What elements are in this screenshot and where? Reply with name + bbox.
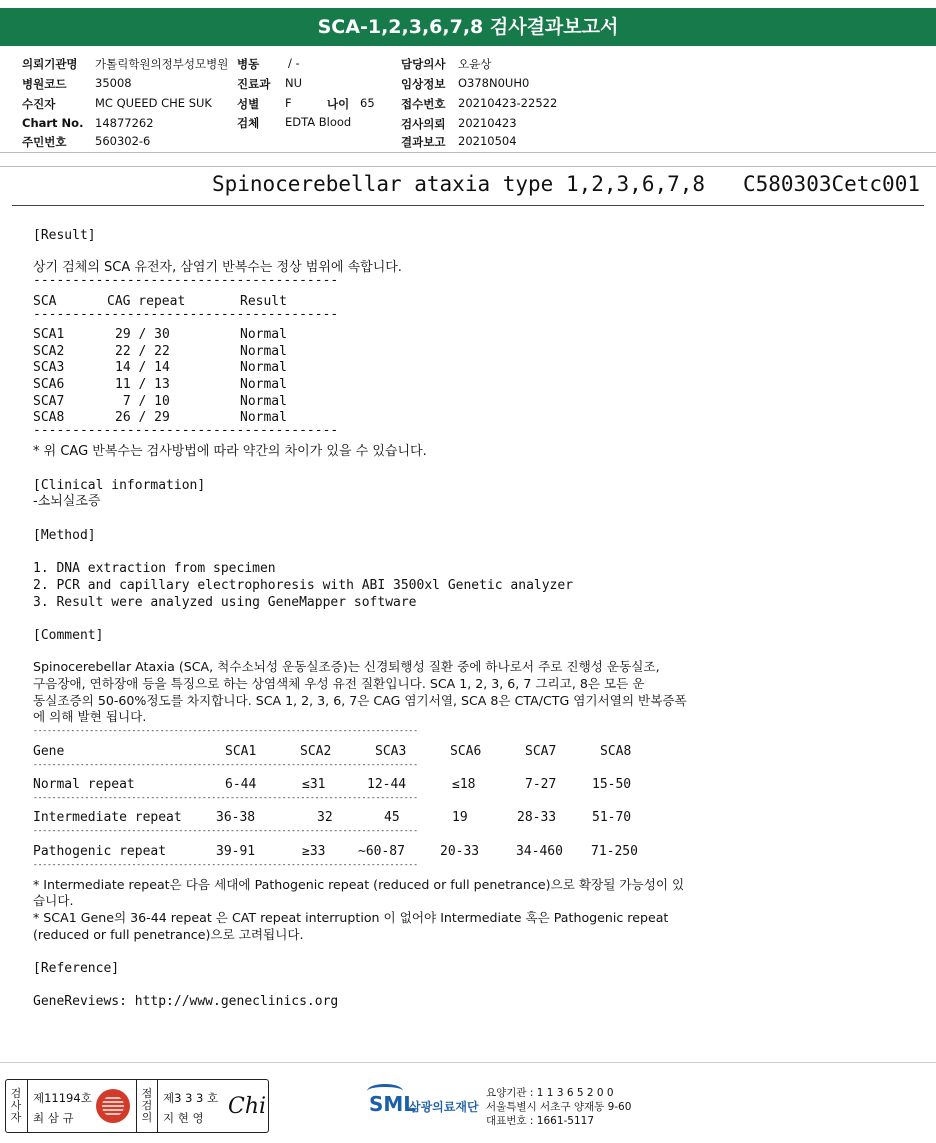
dash-line: --------------------------------------- (33, 273, 339, 288)
reviewer-label: 점검의 (141, 1087, 153, 1124)
contact-line: 대표번호 : 1661-5117 (486, 1115, 595, 1127)
dash-line: ---------------------------------------------------------------------------------- (33, 793, 418, 802)
report-date-label: 결과보고 (401, 135, 446, 149)
method-heading: [Method] (33, 528, 96, 543)
clinical-info-label: 임상정보 (401, 77, 446, 91)
divider (136, 1080, 137, 1132)
gene-header: SCA3 (375, 744, 407, 759)
clinical-info-value: O378N0UH0 (458, 76, 530, 90)
table-cell: ≥33 (302, 844, 326, 859)
divider (157, 1080, 158, 1132)
receipt-no-value: 20210423-22522 (458, 96, 558, 110)
table-cell: 36-38 (216, 810, 256, 825)
dash-line: ---------------------------------------------------------------------------------- (33, 826, 418, 835)
footer (0, 1064, 936, 1143)
resident-no-value: 560302-6 (95, 134, 151, 148)
method-step: 3. Result were analyzed using GeneMapper software (33, 595, 417, 610)
report-title: SCA-1,2,3,6,7,8 검사결과보고서 (0, 8, 936, 46)
row-sca: SCA2 (33, 344, 65, 359)
comment-line: 동실조증의 50-60%정도를 차지합니다. SCA 1, 2, 3, 6, 7은 CAG 염기서열, SCA 8은 CTA/CTG 염기서열의 반복증폭 (33, 693, 687, 708)
row-result: Normal (240, 344, 287, 359)
department-value: NU (285, 76, 303, 90)
clinical-text: -소뇌실조증 (33, 494, 101, 509)
reviewer-name: 지 현 영 (163, 1111, 204, 1125)
table-cell: ~60-87 (358, 844, 405, 859)
row-result: Normal (240, 360, 287, 375)
row-sca: SCA7 (33, 394, 65, 409)
table-cell: 28-33 (517, 810, 557, 825)
col-result: Result (240, 294, 287, 309)
method-step: 2. PCR and capillary electrophoresis with ABI 3500xl Genetic analyzer (33, 578, 574, 593)
dash-line: --------------------------------------- (33, 307, 339, 322)
inspector-name: 최 삼 규 (33, 1111, 74, 1125)
test-title: Spinocerebellar ataxia type 1,2,3,6,7,8 (211, 172, 706, 196)
contact-line: 요양기관 : 1 1 3 6 5 2 0 0 (486, 1087, 614, 1099)
specimen-label: 검체 (237, 116, 260, 130)
dash-line: ---------------------------------------------------------------------------------- (33, 760, 418, 769)
method-step: 1. DNA extraction from specimen (33, 561, 276, 576)
gene-header: SCA8 (600, 744, 632, 759)
hospital-code-label: 병원코드 (22, 77, 67, 91)
gene-header: SCA2 (300, 744, 332, 759)
comment-heading: [Comment] (33, 628, 104, 643)
seal-stamp (96, 1089, 130, 1123)
comment-line: 에 의해 발현 됩니다. (33, 709, 147, 724)
divider (0, 1062, 936, 1063)
sex-value: F (285, 96, 292, 110)
table-cell: 7-27 (525, 777, 557, 792)
table-cell: ≤31 (302, 777, 326, 792)
gene-header: SCA6 (450, 744, 482, 759)
col-sca: SCA (33, 294, 57, 309)
contact-info (486, 1086, 631, 1128)
row-sca: SCA1 (33, 327, 65, 342)
request-date-label: 검사의뢰 (401, 117, 446, 131)
comment-note: * Intermediate repeat은 다음 세대에 Pathogenic repeat (reduced or full penetrance)으로 확장될 가능성이 있 (33, 877, 685, 892)
test-code: C580303Cetc001 (742, 172, 920, 196)
patient-label: 수진자 (22, 97, 56, 111)
reference-text: GeneReviews: http://www.geneclinics.org (33, 994, 339, 1009)
resident-no-label: 주민번호 (22, 135, 67, 149)
result-summary: 상기 검체의 SCA 유전자, 삼염기 반복수는 정상 범위에 속합니다. (33, 260, 402, 275)
row-result: Normal (240, 410, 287, 425)
ward-value: / - (288, 56, 300, 70)
divider (12, 205, 924, 206)
table-row-label: Normal repeat (33, 777, 135, 792)
result-heading: [Result] (33, 228, 96, 243)
row-cag: 11 / 13 (115, 377, 170, 392)
signature: Chi (228, 1094, 267, 1119)
table-cell: 32 (317, 810, 333, 825)
dash-line: ---------------------------------------------------------------------------------- (33, 726, 418, 735)
divider (27, 1080, 28, 1132)
table-cell: 12-44 (367, 777, 407, 792)
row-result: Normal (240, 377, 287, 392)
inspector-license: 제11194호 (33, 1091, 92, 1105)
row-result: Normal (240, 327, 287, 342)
table-cell: 15-50 (592, 777, 632, 792)
table-cell: 71-250 (591, 844, 638, 859)
dash-line: ---------------------------------------------------------------------------------- (33, 860, 418, 869)
row-sca: SCA3 (33, 360, 65, 375)
col-cag: CAG repeat (107, 294, 186, 309)
row-cag: 22 / 22 (115, 344, 170, 359)
department-label: 진료과 (237, 77, 271, 91)
request-date-value: 20210423 (458, 116, 517, 130)
result-note: * 위 CAG 반복수는 검사방법에 따라 약간의 차이가 있을 수 있습니다. (33, 444, 427, 459)
row-result: Normal (240, 394, 287, 409)
table-cell: ≤18 (452, 777, 476, 792)
age-value: 65 (360, 96, 375, 110)
reviewer-license: 제3 3 3 호 (163, 1091, 219, 1105)
comment-note: (reduced or full penetrance)으로 고려됩니다. (33, 927, 304, 942)
chart-no-label: Chart No. (22, 116, 84, 130)
comment-line: 구음장애, 연하장애 등을 특징으로 하는 상염색체 우성 유전 질환입니다. SCA 1, 2, 3, 6, 7 그리고, 8은 모든 운 (33, 676, 645, 691)
table-cell: 51-70 (592, 810, 632, 825)
row-cag: 29 / 30 (115, 327, 170, 342)
sex-label: 성별 (237, 97, 260, 111)
table-row-label: Pathogenic repeat (33, 844, 167, 859)
row-sca: SCA8 (33, 410, 65, 425)
doctor-label: 담당의사 (401, 57, 446, 71)
gene-header: Gene (33, 744, 65, 759)
gene-header: SCA7 (525, 744, 557, 759)
report-date-value: 20210504 (458, 134, 517, 148)
org-name: 삼광의료재단 (409, 1100, 479, 1114)
ward-label: 병동 (237, 57, 260, 71)
signature-box (5, 1079, 269, 1133)
row-cag: 7 / 10 (115, 394, 170, 409)
patient-value: MC QUEED CHE SUK (95, 96, 212, 110)
divider (0, 166, 936, 167)
clinical-heading: [Clinical information] (33, 478, 206, 493)
inspector-label: 검사자 (10, 1087, 22, 1124)
table-cell: 20-33 (440, 844, 480, 859)
hospital-label: 의뢰기관명 (22, 57, 78, 71)
table-cell: 34-460 (516, 844, 563, 859)
comment-line: Spinocerebellar Ataxia (SCA, 척수소뇌성 운동실조증)는 신경퇴행성 질환 중에 하나로서 주로 진행성 운동실조, (33, 659, 660, 674)
row-cag: 26 / 29 (115, 410, 170, 425)
receipt-no-label: 접수번호 (401, 97, 446, 111)
row-sca: SCA6 (33, 377, 65, 392)
reference-heading: [Reference] (33, 961, 120, 976)
table-cell: 6-44 (225, 777, 257, 792)
doctor-value: 오윤상 (458, 57, 492, 71)
comment-note: * SCA1 Gene의 36-44 repeat 은 CAT repeat interruption 이 없어야 Intermediate 혹은 Pathogenic repeat (33, 910, 669, 925)
hospital-value: 가톨릭학원의정부성모병원 (95, 57, 229, 71)
row-cag: 14 / 14 (115, 360, 170, 375)
hospital-code-value: 35008 (95, 76, 132, 90)
table-row-label: Intermediate repeat (33, 810, 182, 825)
divider (0, 152, 936, 153)
specimen-value: EDTA Blood (285, 115, 352, 129)
contact-line: 서울특별시 서초구 양재동 9-60 (486, 1101, 632, 1113)
dash-line: --------------------------------------- (33, 423, 339, 438)
age-label: 나이 (327, 97, 350, 111)
test-title-line (212, 172, 920, 196)
table-cell: 39-91 (216, 844, 256, 859)
logo-text: SML (369, 1092, 417, 1116)
comment-note: 습니다. (33, 893, 74, 908)
table-cell: 45 (384, 810, 400, 825)
table-cell: 19 (452, 810, 468, 825)
chart-no-value: 14877262 (95, 116, 154, 130)
gene-header: SCA1 (225, 744, 257, 759)
